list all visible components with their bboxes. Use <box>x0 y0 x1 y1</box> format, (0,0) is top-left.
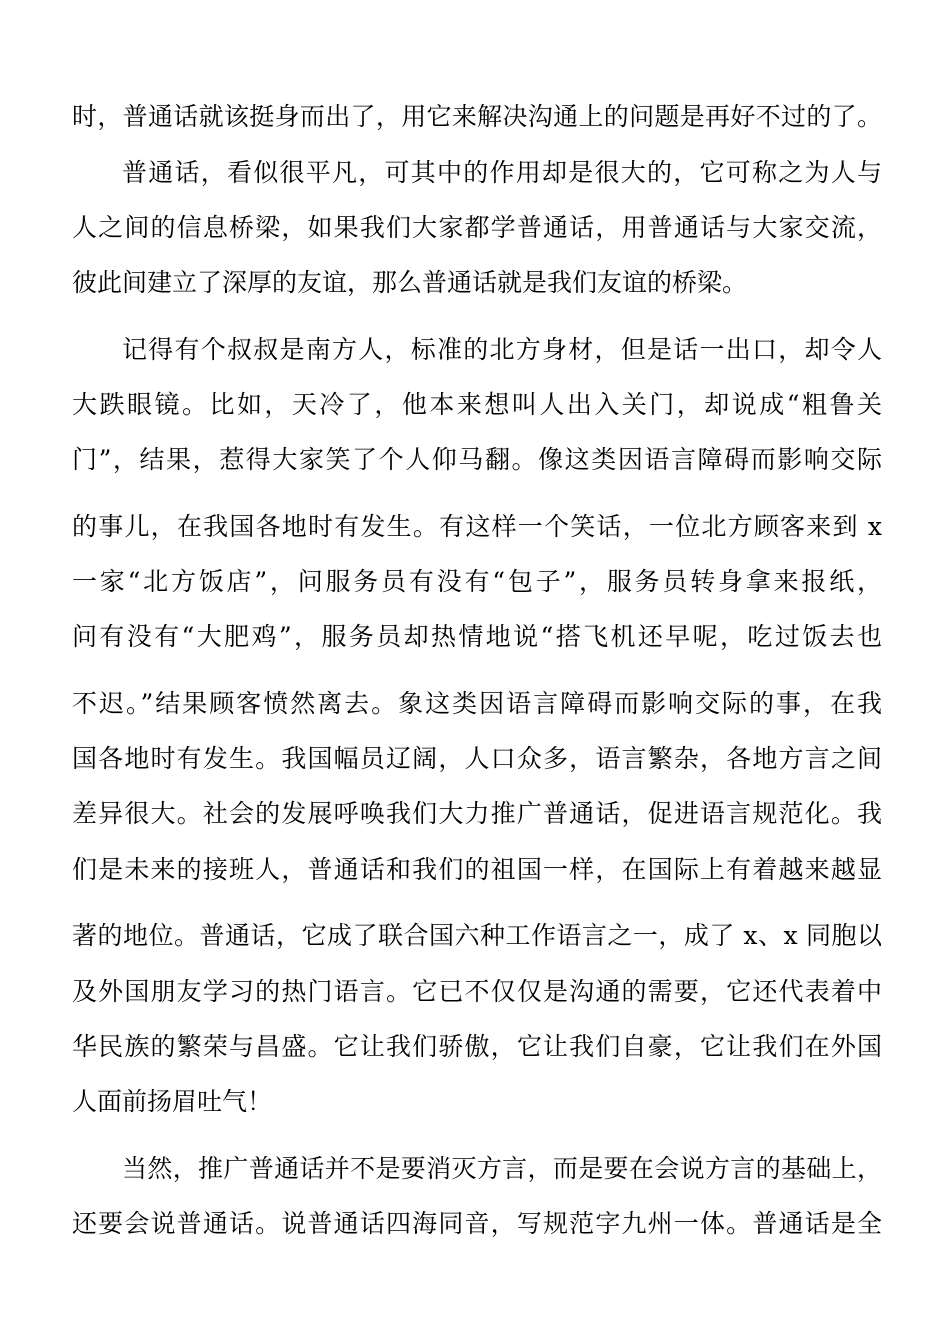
text-line-15: 著的地位。普通话，它成了联合国六种工作语言之一，成了 x、x 同胞以 <box>72 921 882 950</box>
text-line-10: 问有没有“大肥鸡”，服务员却热情地说“搭飞机还早呢，吃过饭去也 <box>72 622 882 651</box>
text-line-17: 华民族的繁荣与昌盛。它让我们骄傲，它让我们自豪，它让我们在外国 <box>72 1032 882 1061</box>
text-line-13: 差异很大。社会的发展呼唤我们大力推广普通话，促进语言规范化。我 <box>72 799 882 828</box>
text-line-8: 的事儿，在我国各地时有发生。有这样一个笑话，一位北方顾客来到 x <box>72 512 882 541</box>
text-line-14: 们是未来的接班人，普通话和我们的祖国一样，在国际上有着越来越显 <box>72 855 882 884</box>
text-line-9: 一家“北方饭店”，问服务员有没有“包子”，服务员转身拿来报纸， <box>72 567 882 596</box>
text-line-1: 时，普通话就该挺身而出了，用它来解决沟通上的问题是再好不过的了。 <box>72 102 882 131</box>
text-line-4: 彼此间建立了深厚的友谊，那么普通话就是我们友谊的桥梁。 <box>72 268 748 297</box>
text-line-12: 国各地时有发生。我国幅员辽阔，人口众多，语言繁杂，各地方言之间 <box>72 744 882 773</box>
text-line-18: 人面前扬眉吐气！ <box>72 1087 273 1116</box>
text-line-6: 大跌眼镜。比如，天冷了，他本来想叫人出入关门，却说成“粗鲁关 <box>72 390 882 419</box>
text-line-7: 门”，结果，惹得大家笑了个人仰马翻。像这类因语言障碍而影响交际 <box>72 445 882 474</box>
paragraph-4-line-1: 当然，推广普通话并不是要消灭方言，而是要在会说方言的基础上， <box>122 1154 882 1183</box>
paragraph-3-line-1: 记得有个叔叔是南方人，标准的北方身材，但是话一出口，却令人 <box>122 335 882 364</box>
text-line-11: 不迟。”结果顾客愤然离去。象这类因语言障碍而影响交际的事，在我 <box>72 689 882 718</box>
text-line-20: 还要会说普通话。说普通话四海同音，写规范字九州一体。普通话是全 <box>72 1209 882 1238</box>
text-line-16: 及外国朋友学习的热门语言。它已不仅仅是沟通的需要，它还代表着中 <box>72 977 882 1006</box>
text-line-3: 人之间的信息桥梁，如果我们大家都学普通话，用普通话与大家交流， <box>72 213 882 242</box>
paragraph-2-line-1: 普通话，看似很平凡，可其中的作用却是很大的，它可称之为人与 <box>122 158 882 187</box>
